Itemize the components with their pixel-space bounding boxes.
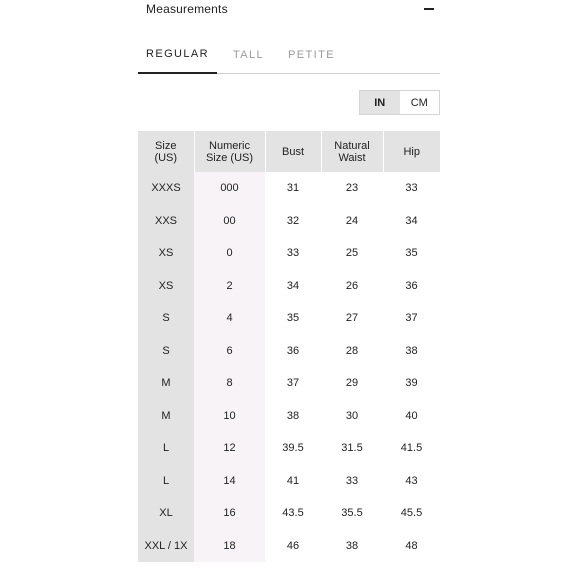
cell-hip: 40 bbox=[405, 409, 418, 422]
cell-size: M bbox=[138, 400, 194, 433]
header-size: Size (US) bbox=[138, 131, 194, 172]
cell-natural-waist: 31.5 bbox=[341, 442, 363, 455]
cell-numeric-size: 000 bbox=[194, 172, 265, 205]
cell-natural-waist: 28 bbox=[345, 344, 359, 357]
cell-bust: 36 bbox=[286, 344, 300, 357]
cell-natural-waist: 24 bbox=[345, 214, 359, 227]
header-bust: Bust bbox=[265, 131, 321, 172]
measurements-header[interactable] bbox=[146, 0, 436, 18]
cell-size: XS bbox=[138, 270, 194, 303]
table-header-row bbox=[138, 131, 440, 172]
cell-numeric-size: 8 bbox=[194, 367, 265, 400]
fit-tabs bbox=[138, 36, 440, 74]
tab-regular[interactable]: REGULAR bbox=[138, 36, 217, 74]
table-row bbox=[138, 367, 440, 400]
cell-numeric-size: 2 bbox=[194, 270, 265, 303]
cell-hip: 35 bbox=[405, 247, 418, 260]
cell-hip: 37 bbox=[405, 312, 418, 325]
table-row bbox=[138, 270, 440, 303]
cell-size: L bbox=[138, 465, 194, 498]
unit-in-button[interactable]: IN bbox=[360, 91, 400, 114]
cell-bust: 34 bbox=[286, 279, 300, 292]
cell-natural-waist: 25 bbox=[345, 247, 359, 260]
cell-natural-waist: 29 bbox=[345, 377, 359, 390]
table-row bbox=[138, 205, 440, 238]
table-row bbox=[138, 237, 440, 270]
cell-size: S bbox=[138, 302, 194, 335]
table-row bbox=[138, 400, 440, 433]
cell-size: XXL / 1X bbox=[138, 530, 194, 563]
cell-hip: 34 bbox=[405, 214, 418, 227]
cell-numeric-size: 0 bbox=[194, 237, 265, 270]
cell-bust: 46 bbox=[286, 539, 300, 552]
cell-numeric-size: 10 bbox=[194, 400, 265, 433]
size-chart-table bbox=[138, 131, 440, 562]
cell-numeric-size: 00 bbox=[194, 205, 265, 238]
cell-numeric-size: 16 bbox=[194, 497, 265, 530]
cell-numeric-size: 18 bbox=[194, 530, 265, 563]
cell-size: XXXS bbox=[138, 172, 194, 205]
table-row bbox=[138, 302, 440, 335]
cell-size: M bbox=[138, 367, 194, 400]
unit-toggle bbox=[359, 90, 440, 115]
cell-natural-waist: 35.5 bbox=[341, 507, 363, 520]
cell-natural-waist: 23 bbox=[345, 182, 359, 195]
cell-bust: 32 bbox=[286, 214, 300, 227]
cell-natural-waist: 30 bbox=[345, 409, 359, 422]
cell-bust: 31 bbox=[286, 182, 300, 195]
cell-natural-waist: 26 bbox=[345, 279, 359, 292]
table-row bbox=[138, 497, 440, 530]
cell-numeric-size: 4 bbox=[194, 302, 265, 335]
cell-bust: 37 bbox=[286, 377, 300, 390]
cell-size: S bbox=[138, 335, 194, 368]
header-hip: Hip bbox=[383, 131, 440, 172]
cell-hip: 38 bbox=[405, 344, 418, 357]
tab-tall[interactable]: TALL bbox=[232, 49, 265, 61]
table-row bbox=[138, 432, 440, 465]
cell-bust: 35 bbox=[286, 312, 300, 325]
cell-size: XS bbox=[138, 237, 194, 270]
cell-bust: 38 bbox=[286, 409, 300, 422]
cell-hip: 39 bbox=[405, 377, 418, 390]
cell-size: XXS bbox=[138, 205, 194, 238]
cell-hip: 45.5 bbox=[400, 507, 423, 520]
header-natural-waist: Natural Waist bbox=[321, 131, 383, 172]
cell-bust: 43.5 bbox=[282, 507, 304, 520]
cell-hip: 36 bbox=[405, 279, 418, 292]
table-row bbox=[138, 530, 440, 563]
minus-icon[interactable] bbox=[424, 4, 434, 14]
cell-natural-waist: 27 bbox=[345, 312, 359, 325]
cell-size: L bbox=[138, 432, 194, 465]
cell-hip: 48 bbox=[405, 539, 418, 552]
cell-hip: 41.5 bbox=[400, 442, 423, 455]
cell-numeric-size: 12 bbox=[194, 432, 265, 465]
table-row bbox=[138, 172, 440, 205]
cell-natural-waist: 33 bbox=[345, 474, 359, 487]
cell-natural-waist: 38 bbox=[345, 539, 359, 552]
cell-hip: 33 bbox=[405, 182, 418, 195]
table-row bbox=[138, 465, 440, 498]
table-row bbox=[138, 335, 440, 368]
cell-bust: 39.5 bbox=[282, 442, 304, 455]
header-numeric-size: Numeric Size (US) bbox=[194, 131, 265, 172]
cell-bust: 33 bbox=[286, 247, 300, 260]
cell-size: XL bbox=[138, 497, 194, 530]
tab-petite[interactable]: PETITE bbox=[288, 49, 335, 61]
cell-numeric-size: 6 bbox=[194, 335, 265, 368]
section-title: Measurements bbox=[146, 2, 228, 16]
cell-numeric-size: 14 bbox=[194, 465, 265, 498]
cell-hip: 43 bbox=[405, 474, 418, 487]
cell-bust: 41 bbox=[286, 474, 300, 487]
unit-cm-button[interactable]: CM bbox=[400, 91, 440, 114]
